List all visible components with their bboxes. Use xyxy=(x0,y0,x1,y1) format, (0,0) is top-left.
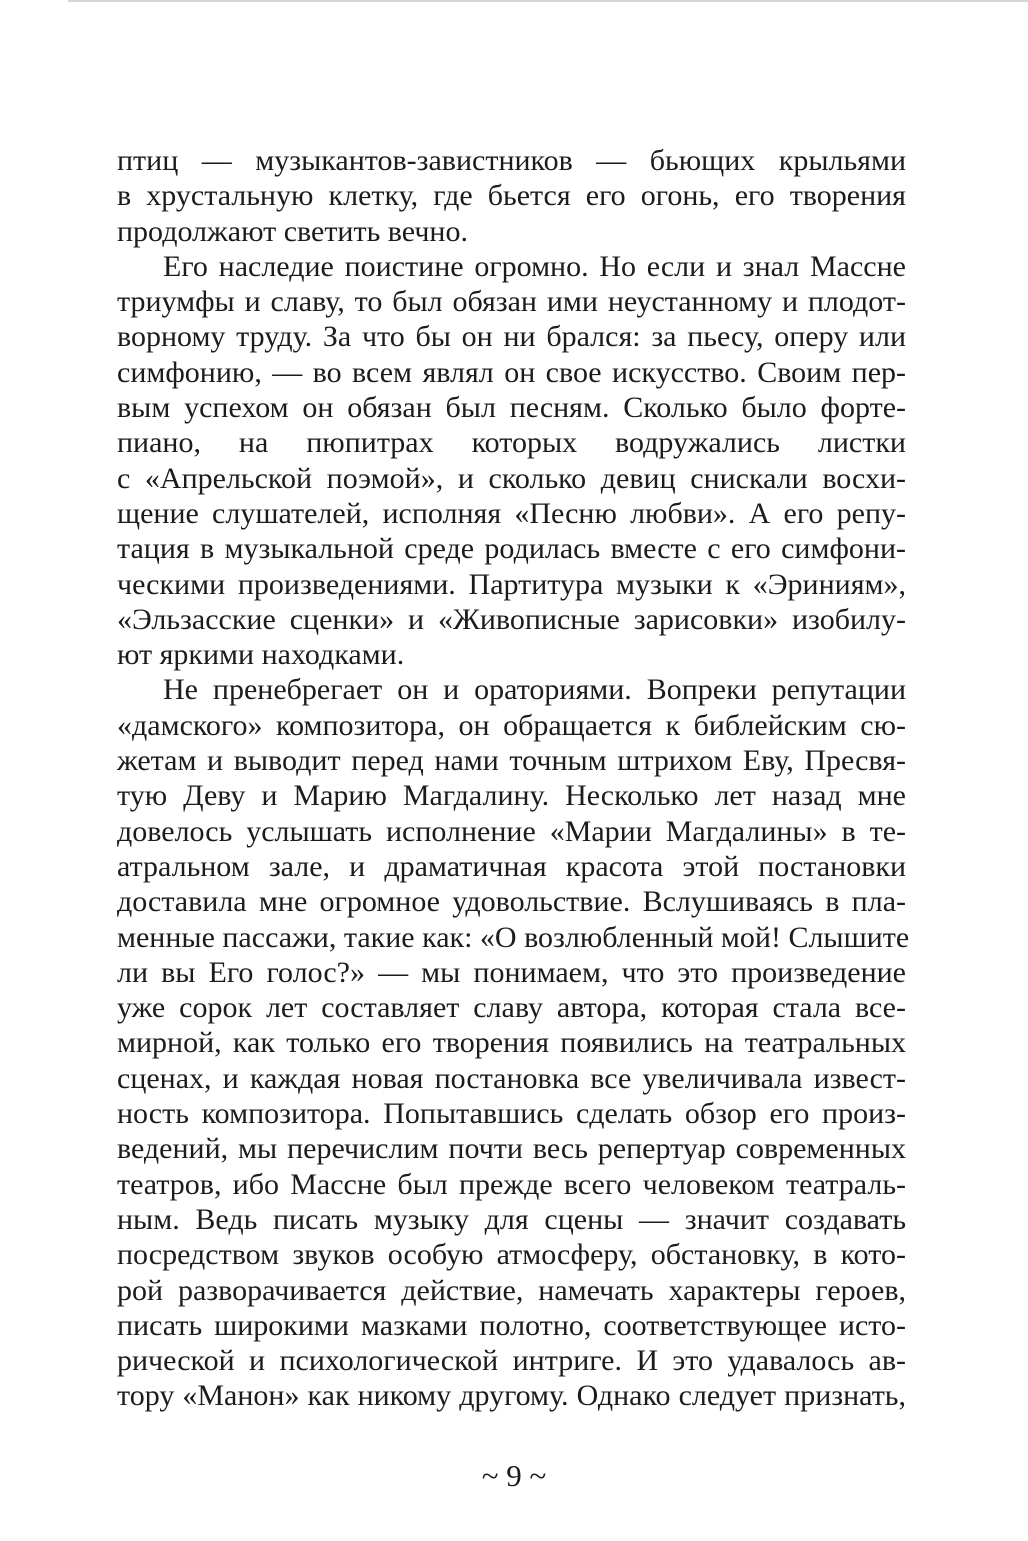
text-line: «дамского» композитора, он обращается к библейским сю- xyxy=(117,708,906,742)
text-line: посредством звуков особую атмосферу, обстановку, в кото- xyxy=(117,1238,906,1272)
text-line: щение слушателей, исполняя «Песню любви». А его репу- xyxy=(117,496,906,530)
text-line: ведений, мы перечислим почти весь репертуар современных xyxy=(117,1132,906,1166)
text-line: рой разворачивается действие, намечать характеры героев, xyxy=(117,1273,906,1307)
text-line: вым успехом он обязан был песням. Сколько было форте- xyxy=(117,391,906,425)
text-line: уже сорок лет составляет славу автора, которая стала все- xyxy=(117,991,906,1025)
page-number: ~ 9 ~ xyxy=(481,1458,547,1493)
text-line: ли вы Его голос?» — мы понимаем, что это произведение xyxy=(117,955,906,989)
text-line: триумфы и славу, то был обязан ими неустанному и плодот- xyxy=(117,285,906,319)
text-line: Не пренебрегает он и ораториями. Вопреки репутации xyxy=(163,673,906,707)
text-line: театров, ибо Массне был прежде всего человеком театраль- xyxy=(117,1167,906,1201)
page-top-edge xyxy=(68,0,1028,2)
text-line: в хрустальную клетку, где бьется его огонь, его творения xyxy=(117,179,906,213)
text-line: пиано, на пюпитрах которых водружались листки xyxy=(117,426,906,460)
page-body xyxy=(117,143,910,1414)
text-line: мирной, как только его творения появились на театральных xyxy=(117,1026,906,1060)
paragraph xyxy=(117,143,906,249)
text-line: жетам и выводит перед нами точным штрихом Еву, Пресвя- xyxy=(117,744,906,778)
text-line: тору «Манон» как никому другому. Однако следует признать, xyxy=(117,1379,906,1413)
paragraph xyxy=(117,672,910,1413)
text-line: «Эльзасские сценки» и «Живописные зарисовки» изобилу- xyxy=(117,602,906,636)
text-line: птиц — музыкантов-завистников — бьющих крыльями xyxy=(117,144,906,177)
text-line: сценах, и каждая новая постановка все увеличивала извест- xyxy=(117,1061,906,1095)
text-line: продолжают светить вечно. xyxy=(117,214,468,248)
paragraph xyxy=(117,249,906,673)
text-line: менные пассажи, такие как: «О возлюбленный мой! Слышите xyxy=(117,920,910,954)
text-line: довелось услышать исполнение «Марии Магдалины» в те- xyxy=(117,814,906,848)
text-line: Его наследие поистине огромно. Но если и знал Массне xyxy=(163,249,906,283)
text-line: ность композитора. Попытавшись сделать обзор его произ- xyxy=(117,1097,906,1131)
text-line: ным. Ведь писать музыку для сцены — значит создавать xyxy=(117,1202,906,1236)
text-line: симфонию, — во всем являл он свое искусство. Своим пер- xyxy=(117,355,906,389)
text-line: ческими произведениями. Партитура музыки к «Эриниям», xyxy=(117,567,906,601)
text-line: атральном зале, и драматичная красота этой постановки xyxy=(117,849,906,883)
text-line: тация в музыкальной среде родилась вместе с его симфони- xyxy=(117,532,906,566)
text-line: рической и психологической интриге. И это удавалось ав- xyxy=(117,1344,906,1378)
text-line: доставила мне огромное удовольствие. Вслушиваясь в пла- xyxy=(117,885,906,919)
text-line: тую Деву и Марию Магдалину. Несколько лет назад мне xyxy=(117,779,906,813)
text-line: ворному труду. За что бы он ни брался: за пьесу, оперу или xyxy=(117,320,906,354)
text-line: с «Апрельской поэмой», и сколько девиц снискали восхи- xyxy=(117,461,906,495)
text-line: ют яркими находками. xyxy=(117,638,405,672)
text-line: писать широкими мазками полотно, соответствующее исто- xyxy=(117,1308,906,1342)
